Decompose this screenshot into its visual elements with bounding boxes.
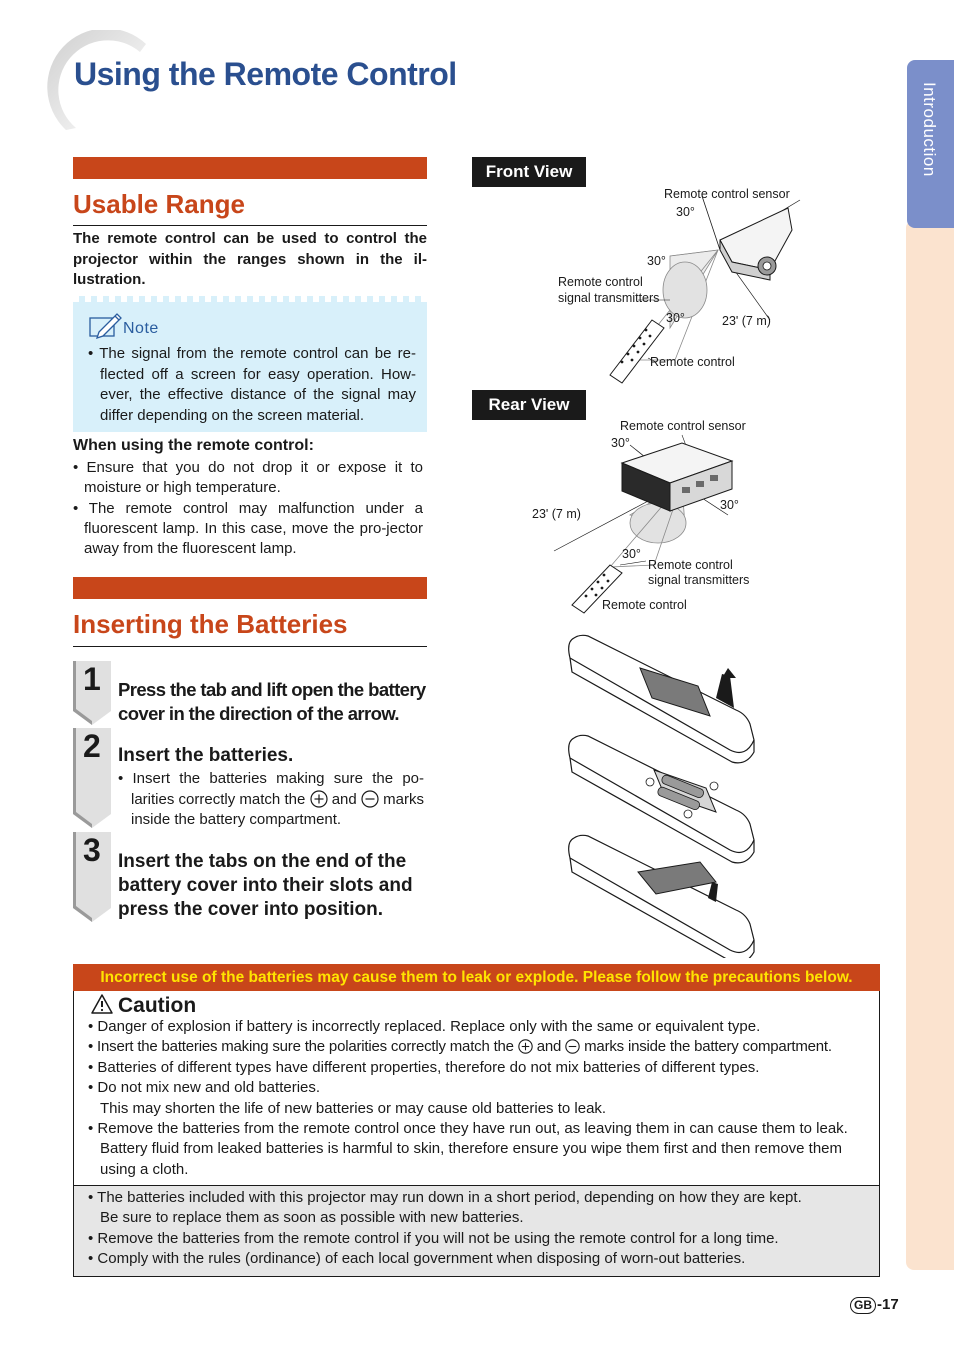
step-1-title: Press the tab and lift open the battery cover in the direction of the arrow. bbox=[118, 679, 426, 724]
list-item: • The remote control may malfunction under a fluorescent lamp. In this case, move the pro-jector away from the fluorescent lamp. bbox=[73, 499, 423, 558]
front-view-diagram bbox=[470, 180, 810, 385]
usable-range-heading: Usable Range bbox=[73, 189, 245, 219]
section-tab-introduction[interactable] bbox=[907, 60, 954, 228]
step-2-tab bbox=[73, 728, 111, 828]
usable-range-lead: The remote control can be used to control the projector within the ranges shown in the il-lustration. bbox=[73, 230, 427, 288]
caution-list bbox=[88, 1017, 872, 1180]
step-2-title: Insert the batteries. bbox=[118, 745, 294, 766]
front-view-label: Front View bbox=[472, 157, 586, 187]
angle-label: 30° bbox=[676, 205, 695, 219]
transmitters-label: Remote control bbox=[558, 275, 643, 289]
distance-label: 23' (7 m) bbox=[722, 314, 771, 328]
rear-view-diagram bbox=[470, 415, 810, 615]
caution-item: • Danger of explosion if battery is incorrectly replaced. Replace only with the same or equivalent type. bbox=[88, 1018, 761, 1035]
sensor-label: Remote control sensor bbox=[664, 187, 790, 201]
rear-view-label: Rear View bbox=[472, 390, 586, 420]
note-box bbox=[73, 296, 427, 432]
distance-label: 23' (7 m) bbox=[532, 507, 581, 521]
caution-item: • Do not mix new and old batteries. bbox=[88, 1079, 321, 1097]
angle-label: 30° bbox=[720, 498, 739, 512]
note-item: • The batteries included with this projector may run down in a short period, depending on how they are kept. bbox=[88, 1189, 802, 1206]
note-text-body: The signal from the remote control can be re-flected off a screen for easy operation. How-ever, the effective distance of the signal may differ depending on the screen material. bbox=[99, 345, 416, 424]
minus-polarity-icon bbox=[361, 790, 379, 808]
note-item: • Remove the batteries from the remote control if you will not be using the remote control for a long time. bbox=[88, 1229, 779, 1247]
note-item: • Comply with the rules (ordinance) of each local government when disposing of worn-out batteries. bbox=[88, 1250, 746, 1268]
section-bar bbox=[73, 577, 427, 599]
remote-label: Remote control bbox=[650, 355, 735, 369]
caution-item: • Batteries of different types have different properties, therefore do not mix batteries of different types. bbox=[88, 1058, 760, 1076]
remote-step-3 bbox=[569, 835, 754, 958]
plus-polarity-icon bbox=[310, 790, 328, 808]
caution-box bbox=[73, 991, 880, 1277]
remote-label: Remote control bbox=[602, 598, 687, 612]
caution-item: • Insert the batteries making sure the polarities correctly match the and marks inside the battery compartment. bbox=[88, 1038, 832, 1056]
angle-label: 30° bbox=[622, 547, 641, 561]
step-number: 3 bbox=[83, 832, 101, 868]
caution-item-detail: Battery fluid from leaked batteries is harmful to skin, therefore ensure you wipe them first and then remove them using a cloth. bbox=[100, 1140, 843, 1178]
step-2-bullet: • Insert the batteries making sure the po-larities correctly match the and marks inside the battery compartment. bbox=[118, 770, 424, 828]
section-bar bbox=[73, 157, 427, 179]
inserting-batteries-heading: Inserting the Batteries bbox=[73, 609, 348, 639]
step-number: 1 bbox=[83, 661, 101, 697]
caution-item-detail: This may shorten the life of new batteries or may cause old batteries to leak. bbox=[100, 1099, 607, 1117]
when-using-heading: When using the remote control: bbox=[73, 437, 314, 454]
heading-rule bbox=[73, 225, 427, 226]
section-tab-label: Introduction bbox=[920, 82, 939, 177]
when-using-list bbox=[73, 458, 423, 559]
region-badge: GB bbox=[850, 1297, 876, 1314]
list-item: • Ensure that you do not drop it or expose it to moisture or high temperature. bbox=[73, 459, 423, 497]
transmitters-label: Remote control bbox=[648, 558, 733, 572]
note-item-detail: Be sure to replace them as soon as possible with new batteries. bbox=[100, 1209, 524, 1227]
note-text: • The signal from the remote control can be re-flected off a screen for easy operation. How-ever, the effective distance of the signal may differ depending on the screen material. bbox=[88, 345, 416, 424]
battery-steps-illustration bbox=[560, 628, 760, 958]
heading-rule bbox=[73, 646, 427, 647]
battery-warning-banner: Incorrect use of the batteries may cause them to leak or explode. Please follow the precautions below. bbox=[73, 964, 880, 991]
side-strip bbox=[906, 220, 954, 1270]
plus-polarity-icon bbox=[518, 1039, 533, 1054]
step-1-tab bbox=[73, 661, 111, 725]
note-label: Note bbox=[123, 320, 159, 337]
pencil-note-icon bbox=[87, 310, 123, 340]
warning-triangle-icon bbox=[90, 993, 114, 1015]
step-3-title: Insert the tabs on the end of the battery cover into their slots and press the cover into position. bbox=[118, 851, 413, 920]
caution-heading: Caution bbox=[90, 993, 196, 1018]
minus-polarity-icon bbox=[565, 1039, 580, 1054]
angle-label: 30° bbox=[666, 311, 685, 325]
sensor-label: Remote control sensor bbox=[620, 419, 746, 433]
battery-notes-section bbox=[74, 1185, 879, 1276]
angle-label: 30° bbox=[647, 254, 666, 268]
step-number: 2 bbox=[83, 728, 101, 764]
step-3-tab bbox=[73, 832, 111, 922]
caution-item: • Remove the batteries from the remote control once they have run out, as leaving them in can cause them to leak. bbox=[88, 1120, 848, 1138]
page-title: Using the Remote Control bbox=[74, 56, 457, 92]
transmitters-label: signal transmitters bbox=[558, 291, 660, 305]
transmitters-label: signal transmitters bbox=[648, 573, 750, 587]
angle-label: 30° bbox=[611, 436, 630, 450]
page-number: GB -17 bbox=[850, 1296, 899, 1314]
